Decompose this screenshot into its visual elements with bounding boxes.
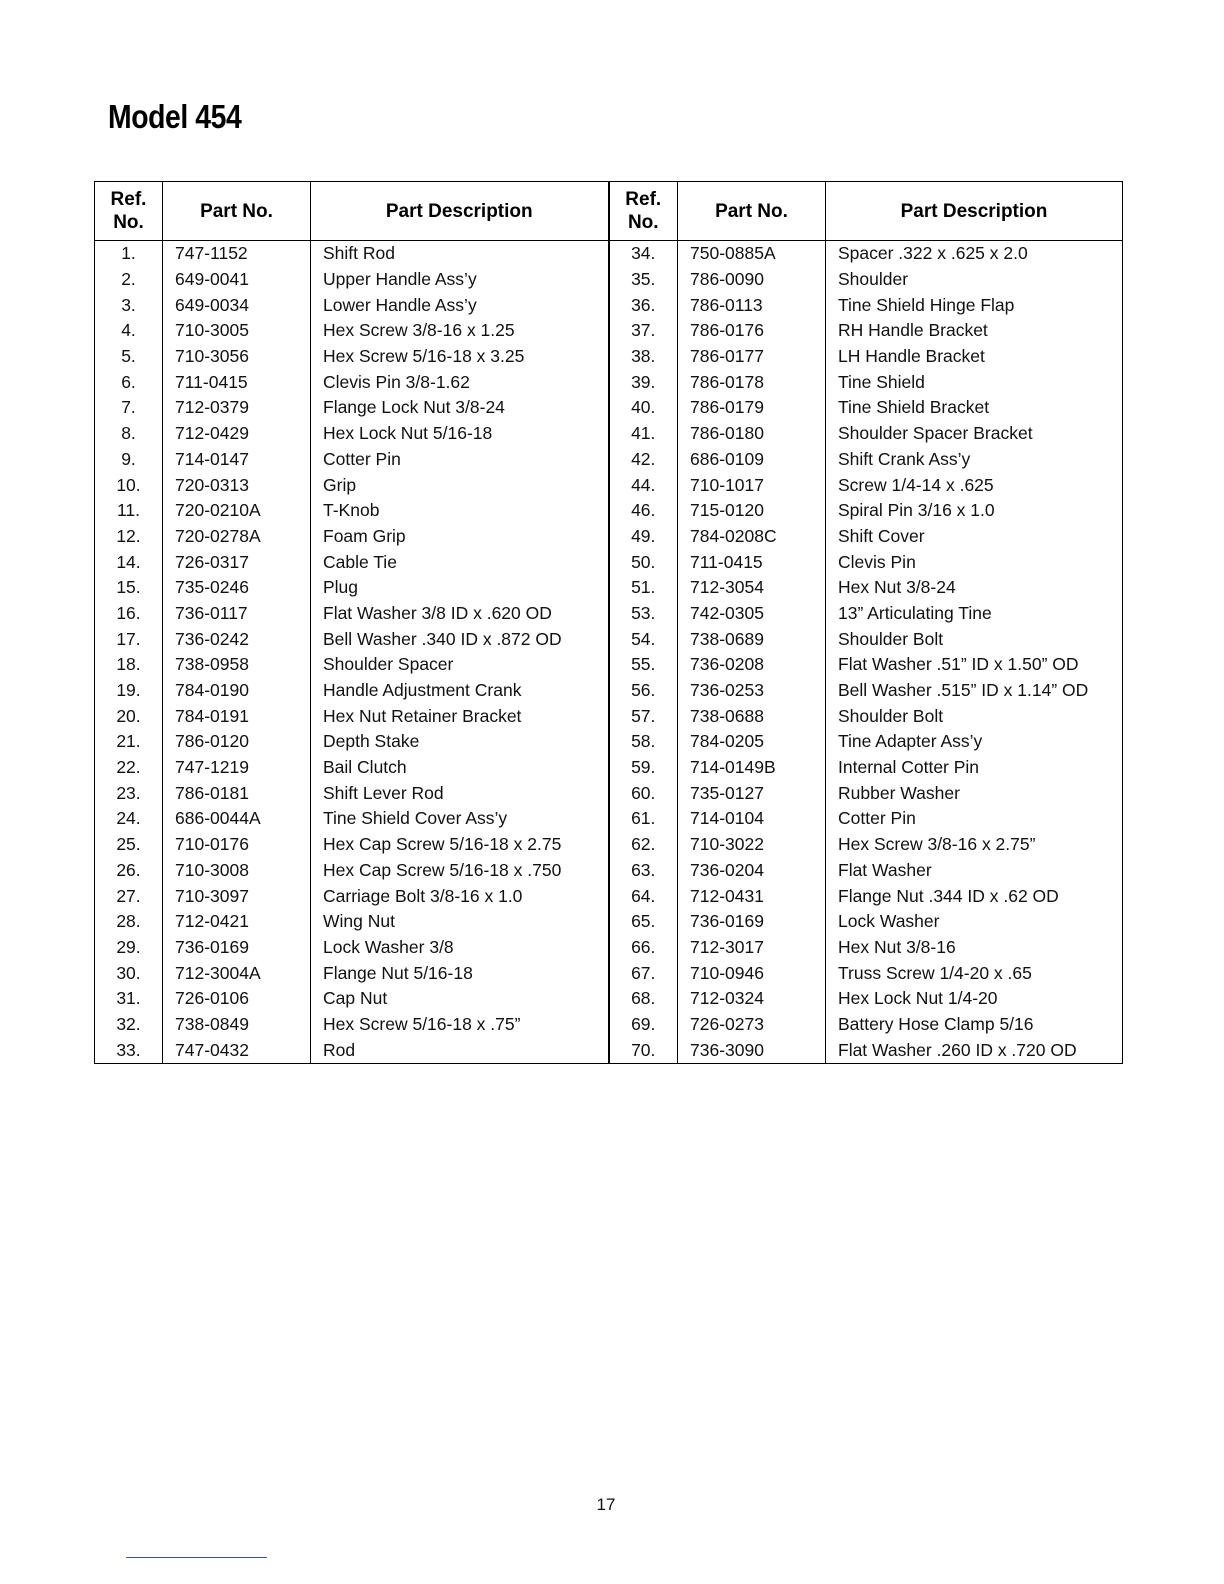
table-row [95, 292, 1123, 318]
part-no-cell: 710-0176 [163, 832, 311, 858]
table-row [95, 960, 1123, 986]
ref-no-cell: 22. [95, 755, 163, 781]
ref-no-cell: 11. [95, 498, 163, 524]
ref-no-cell: 15. [95, 575, 163, 601]
table-row [95, 678, 1123, 704]
part-no-cell: 736-0169 [163, 935, 311, 961]
part-description-cell: Hex Nut 3/8-16 [826, 935, 1123, 961]
part-description-cell: Shoulder Spacer [311, 652, 609, 678]
part-description-cell: Lower Handle Ass’y [311, 292, 609, 318]
part-description-cell: Upper Handle Ass’y [311, 267, 609, 293]
table-row [95, 755, 1123, 781]
table-row [95, 909, 1123, 935]
part-no-cell: 738-0849 [163, 1012, 311, 1038]
part-no-cell: 784-0208C [678, 524, 826, 550]
part-description-cell: Carriage Bolt 3/8-16 x 1.0 [311, 883, 609, 909]
part-description-cell: Hex Cap Screw 5/16-18 x .750 [311, 858, 609, 884]
part-no-cell: 710-1017 [678, 472, 826, 498]
part-description-cell: LH Handle Bracket [826, 344, 1123, 370]
table-header-row [95, 182, 1123, 241]
part-description-cell: 13” Articulating Tine [826, 601, 1123, 627]
part-description-cell: Clevis Pin [826, 549, 1123, 575]
part-description-cell: RH Handle Bracket [826, 318, 1123, 344]
part-description-cell: Flat Washer .260 ID x .720 OD [826, 1037, 1123, 1063]
part-description-cell: Tine Shield Hinge Flap [826, 292, 1123, 318]
part-no-cell: 710-3008 [163, 858, 311, 884]
table-row [95, 832, 1123, 858]
part-no-cell: 712-0421 [163, 909, 311, 935]
ref-no-cell: 2. [95, 267, 163, 293]
part-no-cell: 735-0246 [163, 575, 311, 601]
part-no-cell: 736-0169 [678, 909, 826, 935]
part-description-cell: Depth Stake [311, 729, 609, 755]
part-description-cell: Tine Shield Cover Ass’y [311, 806, 609, 832]
ref-no-cell: 56. [609, 678, 678, 704]
table-row [95, 524, 1123, 550]
ref-no-cell: 33. [95, 1037, 163, 1063]
ref-no-cell: 14. [95, 549, 163, 575]
ref-no-cell: 55. [609, 652, 678, 678]
part-description-cell: Wing Nut [311, 909, 609, 935]
part-no-cell: 786-0120 [163, 729, 311, 755]
part-description-cell: Shift Crank Ass’y [826, 447, 1123, 473]
part-no-cell: 735-0127 [678, 780, 826, 806]
part-no-cell: 786-0176 [678, 318, 826, 344]
ref-no-cell: 36. [609, 292, 678, 318]
ref-no-cell: 34. [609, 241, 678, 267]
part-description-cell: Hex Screw 3/8-16 x 1.25 [311, 318, 609, 344]
part-description-cell: Bail Clutch [311, 755, 609, 781]
part-no-cell: 649-0041 [163, 267, 311, 293]
part-description-cell: Clevis Pin 3/8-1.62 [311, 369, 609, 395]
part-no-cell: 711-0415 [678, 549, 826, 575]
table-row [95, 498, 1123, 524]
part-description-cell: Shift Lever Rod [311, 780, 609, 806]
table-row [95, 601, 1123, 627]
table-row [95, 318, 1123, 344]
part-no-cell: 736-0117 [163, 601, 311, 627]
part-no-cell: 738-0689 [678, 626, 826, 652]
part-description-cell: Hex Lock Nut 5/16-18 [311, 421, 609, 447]
ref-no-cell: 64. [609, 883, 678, 909]
ref-no-cell: 57. [609, 703, 678, 729]
part-description-cell: T-Knob [311, 498, 609, 524]
part-description-cell: Hex Lock Nut 1/4-20 [826, 986, 1123, 1012]
header-part-description: Part Description [311, 182, 609, 241]
part-no-cell: 742-0305 [678, 601, 826, 627]
table-row [95, 729, 1123, 755]
part-description-cell: Battery Hose Clamp 5/16 [826, 1012, 1123, 1038]
page-title: Model 454 [108, 98, 242, 135]
part-no-cell: 686-0109 [678, 447, 826, 473]
part-no-cell: 712-3004A [163, 960, 311, 986]
part-no-cell: 786-0179 [678, 395, 826, 421]
ref-no-cell: 68. [609, 986, 678, 1012]
ref-no-cell: 61. [609, 806, 678, 832]
part-description-cell: Handle Adjustment Crank [311, 678, 609, 704]
ref-no-cell: 66. [609, 935, 678, 961]
part-description-cell: Shift Rod [311, 241, 609, 267]
table-row [95, 935, 1123, 961]
part-description-cell: Spacer .322 x .625 x 2.0 [826, 241, 1123, 267]
part-description-cell: Hex Nut Retainer Bracket [311, 703, 609, 729]
part-no-cell: 712-3054 [678, 575, 826, 601]
part-description-cell: Flat Washer 3/8 ID x .620 OD [311, 601, 609, 627]
table-row [95, 447, 1123, 473]
table-row [95, 858, 1123, 884]
ref-no-cell: 42. [609, 447, 678, 473]
part-description-cell: Cotter Pin [826, 806, 1123, 832]
part-description-cell: Shoulder Bolt [826, 626, 1123, 652]
table-row [95, 421, 1123, 447]
ref-no-cell: 19. [95, 678, 163, 704]
part-no-cell: 726-0317 [163, 549, 311, 575]
part-description-cell: Hex Nut 3/8-24 [826, 575, 1123, 601]
part-description-cell: Hex Screw 5/16-18 x 3.25 [311, 344, 609, 370]
table-row [95, 883, 1123, 909]
ref-no-cell: 26. [95, 858, 163, 884]
part-no-cell: 786-0177 [678, 344, 826, 370]
ref-no-cell: 10. [95, 472, 163, 498]
ref-no-cell: 1. [95, 241, 163, 267]
part-no-cell: 726-0273 [678, 1012, 826, 1038]
part-no-cell: 712-3017 [678, 935, 826, 961]
part-description-cell: Tine Shield [826, 369, 1123, 395]
ref-no-cell: 20. [95, 703, 163, 729]
part-no-cell: 710-3056 [163, 344, 311, 370]
part-description-cell: Flat Washer .51” ID x 1.50” OD [826, 652, 1123, 678]
header-part-no: Part No. [163, 182, 311, 241]
ref-no-cell: 38. [609, 344, 678, 370]
part-no-cell: 747-1152 [163, 241, 311, 267]
header-ref-no: Ref. No. [95, 182, 163, 241]
parts-table [94, 181, 1123, 1064]
part-description-cell: Spiral Pin 3/16 x 1.0 [826, 498, 1123, 524]
ref-no-cell: 58. [609, 729, 678, 755]
ref-no-cell: 24. [95, 806, 163, 832]
ref-no-cell: 9. [95, 447, 163, 473]
part-no-cell: 736-3090 [678, 1037, 826, 1063]
part-no-cell: 747-1219 [163, 755, 311, 781]
part-description-cell: Cap Nut [311, 986, 609, 1012]
page-number: 17 [596, 1495, 616, 1514]
part-no-cell: 784-0191 [163, 703, 311, 729]
part-no-cell: 712-0324 [678, 986, 826, 1012]
table-row [95, 575, 1123, 601]
part-no-cell: 712-0429 [163, 421, 311, 447]
header-part-description: Part Description [826, 182, 1123, 241]
part-description-cell: Truss Screw 1/4-20 x .65 [826, 960, 1123, 986]
part-no-cell: 714-0149B [678, 755, 826, 781]
part-description-cell: Flat Washer [826, 858, 1123, 884]
part-description-cell: Screw 1/4-14 x .625 [826, 472, 1123, 498]
table-row [95, 369, 1123, 395]
table-row [95, 267, 1123, 293]
part-no-cell: 747-0432 [163, 1037, 311, 1063]
part-no-cell: 726-0106 [163, 986, 311, 1012]
part-no-cell: 714-0147 [163, 447, 311, 473]
part-no-cell: 720-0210A [163, 498, 311, 524]
ref-no-cell: 60. [609, 780, 678, 806]
part-no-cell: 720-0313 [163, 472, 311, 498]
table-row [95, 472, 1123, 498]
part-no-cell: 711-0415 [163, 369, 311, 395]
part-no-cell: 786-0180 [678, 421, 826, 447]
part-no-cell: 710-3022 [678, 832, 826, 858]
part-no-cell: 786-0113 [678, 292, 826, 318]
table-row [95, 780, 1123, 806]
ref-no-cell: 44. [609, 472, 678, 498]
part-no-cell: 686-0044A [163, 806, 311, 832]
table-row [95, 626, 1123, 652]
part-description-cell: Hex Cap Screw 5/16-18 x 2.75 [311, 832, 609, 858]
part-description-cell: Grip [311, 472, 609, 498]
part-description-cell: Flange Lock Nut 3/8-24 [311, 395, 609, 421]
ref-no-cell: 50. [609, 549, 678, 575]
part-no-cell: 710-3005 [163, 318, 311, 344]
ref-no-cell: 21. [95, 729, 163, 755]
part-no-cell: 750-0885A [678, 241, 826, 267]
ref-no-cell: 51. [609, 575, 678, 601]
ref-no-cell: 67. [609, 960, 678, 986]
part-no-cell: 714-0104 [678, 806, 826, 832]
part-description-cell: Foam Grip [311, 524, 609, 550]
ref-no-cell: 40. [609, 395, 678, 421]
ref-no-cell: 16. [95, 601, 163, 627]
ref-no-cell: 7. [95, 395, 163, 421]
part-description-cell: Rubber Washer [826, 780, 1123, 806]
part-description-cell: Shift Cover [826, 524, 1123, 550]
part-description-cell: Tine Adapter Ass’y [826, 729, 1123, 755]
part-no-cell: 712-0431 [678, 883, 826, 909]
header-ref-no: Ref. No. [609, 182, 678, 241]
ref-no-cell: 8. [95, 421, 163, 447]
table-row [95, 652, 1123, 678]
part-no-cell: 720-0278A [163, 524, 311, 550]
ref-no-cell: 32. [95, 1012, 163, 1038]
header-part-no: Part No. [678, 182, 826, 241]
part-description-cell: Tine Shield Bracket [826, 395, 1123, 421]
part-no-cell: 738-0688 [678, 703, 826, 729]
ref-no-cell: 30. [95, 960, 163, 986]
table-row [95, 1012, 1123, 1038]
ref-no-cell: 46. [609, 498, 678, 524]
part-description-cell: Cotter Pin [311, 447, 609, 473]
part-description-cell: Hex Screw 5/16-18 x .75” [311, 1012, 609, 1038]
part-no-cell: 715-0120 [678, 498, 826, 524]
table-row [95, 1037, 1123, 1063]
part-description-cell: Plug [311, 575, 609, 601]
ref-no-cell: 59. [609, 755, 678, 781]
ref-no-cell: 37. [609, 318, 678, 344]
parts-table-body [95, 241, 1123, 1064]
ref-no-cell: 28. [95, 909, 163, 935]
ref-no-cell: 65. [609, 909, 678, 935]
table-row [95, 241, 1123, 267]
ref-no-cell: 41. [609, 421, 678, 447]
part-no-cell: 784-0190 [163, 678, 311, 704]
part-description-cell: Rod [311, 1037, 609, 1063]
ref-no-cell: 69. [609, 1012, 678, 1038]
table-row [95, 549, 1123, 575]
ref-no-cell: 49. [609, 524, 678, 550]
part-description-cell: Lock Washer 3/8 [311, 935, 609, 961]
ref-no-cell: 53. [609, 601, 678, 627]
ref-no-cell: 31. [95, 986, 163, 1012]
part-description-cell: Lock Washer [826, 909, 1123, 935]
part-no-cell: 784-0205 [678, 729, 826, 755]
ref-no-cell: 27. [95, 883, 163, 909]
table-row [95, 806, 1123, 832]
ref-no-cell: 35. [609, 267, 678, 293]
ref-no-cell: 70. [609, 1037, 678, 1063]
ref-no-cell: 25. [95, 832, 163, 858]
part-description-cell: Bell Washer .340 ID x .872 OD [311, 626, 609, 652]
part-no-cell: 738-0958 [163, 652, 311, 678]
part-description-cell: Shoulder Spacer Bracket [826, 421, 1123, 447]
part-no-cell: 786-0090 [678, 267, 826, 293]
part-no-cell: 712-0379 [163, 395, 311, 421]
part-no-cell: 710-3097 [163, 883, 311, 909]
table-row [95, 344, 1123, 370]
table-row [95, 395, 1123, 421]
table-row [95, 703, 1123, 729]
part-description-cell: Hex Screw 3/8-16 x 2.75” [826, 832, 1123, 858]
ref-no-cell: 12. [95, 524, 163, 550]
footer-rule [126, 1557, 267, 1558]
ref-no-cell: 4. [95, 318, 163, 344]
ref-no-cell: 62. [609, 832, 678, 858]
ref-no-cell: 54. [609, 626, 678, 652]
table-row [95, 986, 1123, 1012]
part-description-cell: Flange Nut .344 ID x .62 OD [826, 883, 1123, 909]
ref-no-cell: 63. [609, 858, 678, 884]
ref-no-cell: 6. [95, 369, 163, 395]
ref-no-cell: 5. [95, 344, 163, 370]
part-no-cell: 736-0253 [678, 678, 826, 704]
part-no-cell: 736-0242 [163, 626, 311, 652]
part-no-cell: 736-0208 [678, 652, 826, 678]
part-description-cell: Shoulder [826, 267, 1123, 293]
ref-no-cell: 29. [95, 935, 163, 961]
part-description-cell: Cable Tie [311, 549, 609, 575]
part-no-cell: 649-0034 [163, 292, 311, 318]
part-no-cell: 786-0181 [163, 780, 311, 806]
ref-no-cell: 23. [95, 780, 163, 806]
ref-no-cell: 39. [609, 369, 678, 395]
ref-no-cell: 18. [95, 652, 163, 678]
part-no-cell: 736-0204 [678, 858, 826, 884]
part-description-cell: Shoulder Bolt [826, 703, 1123, 729]
part-description-cell: Bell Washer .515” ID x 1.14” OD [826, 678, 1123, 704]
ref-no-cell: 3. [95, 292, 163, 318]
ref-no-cell: 17. [95, 626, 163, 652]
part-description-cell: Internal Cotter Pin [826, 755, 1123, 781]
part-description-cell: Flange Nut 5/16-18 [311, 960, 609, 986]
part-no-cell: 786-0178 [678, 369, 826, 395]
part-no-cell: 710-0946 [678, 960, 826, 986]
